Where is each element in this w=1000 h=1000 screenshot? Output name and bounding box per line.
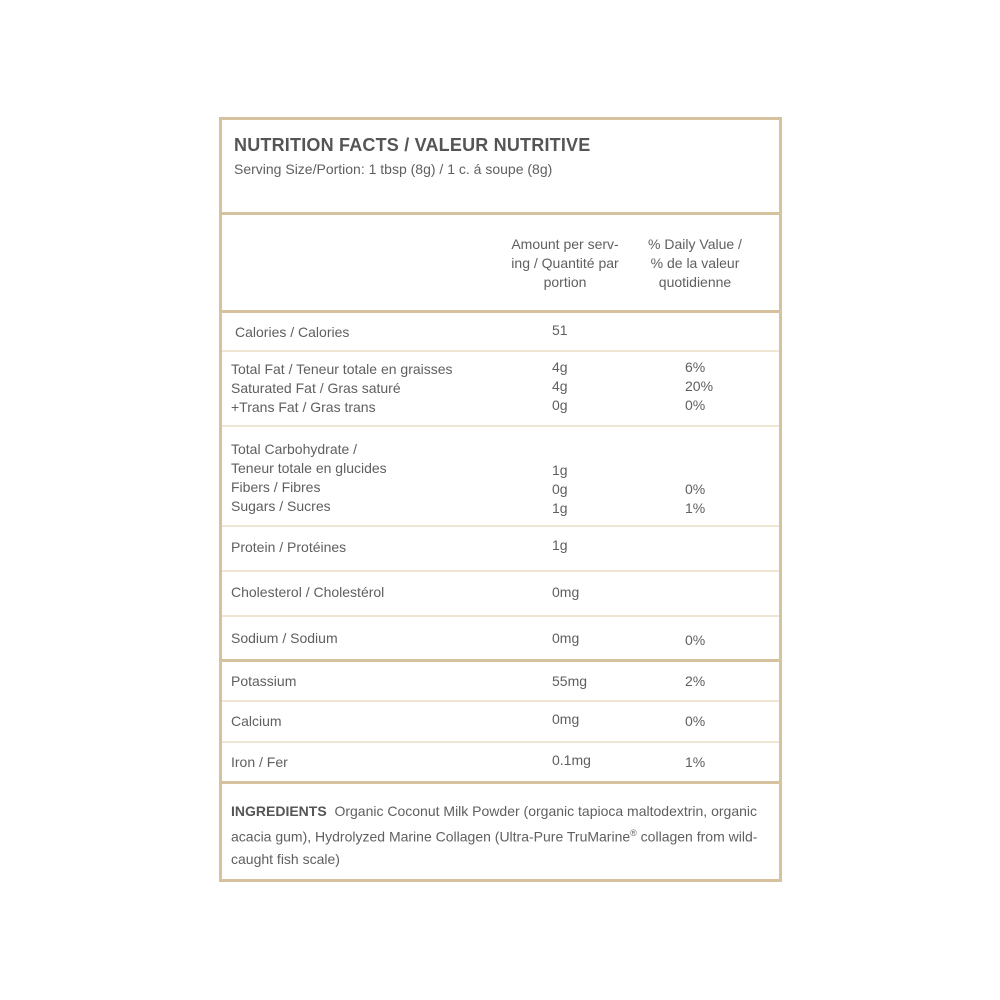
iron-amount: 0.1mg: [552, 752, 591, 768]
total-carbohydrate-amount: 1g: [552, 462, 568, 478]
ingredients-list: Organic Coconut Milk Powder (organic tapioca maltodextrin, organic acacia gum), Hydrolyzed Marine Collagen (Ultra-Pure TruMarine: [231, 803, 757, 845]
amount-header-line: ing / Quantité par: [511, 255, 619, 271]
total-carbohydrate-label: Total Carbohydrate /: [231, 441, 358, 457]
total-fat-label: Total Fat / Teneur totale en graisses: [231, 361, 453, 377]
trans-fat-amount: 0g: [552, 397, 568, 413]
amount-header-line: portion: [543, 274, 587, 290]
sodium-dv: 0%: [685, 632, 706, 648]
saturated-fat-dv: 20%: [685, 378, 714, 394]
divider: [222, 700, 779, 702]
calcium-label: Calcium: [231, 713, 282, 729]
divider: [222, 741, 779, 743]
protein-amount: 1g: [552, 537, 568, 553]
total-carbohydrate-label-fr: Teneur totale en glucides: [231, 460, 387, 476]
potassium-label: Potassium: [231, 673, 297, 689]
fibers-amount: 0g: [552, 481, 568, 497]
dv-header-line: % Daily Value /: [648, 236, 742, 252]
trans-fat-label: +Trans Fat / Gras trans: [231, 399, 376, 415]
potassium-dv: 2%: [685, 673, 706, 689]
dv-header-line: quotidienne: [658, 274, 732, 290]
divider: [222, 425, 779, 427]
divider: [222, 659, 779, 662]
ingredients-heading: INGREDIENTS: [231, 803, 327, 819]
cholesterol-amount: 0mg: [552, 584, 580, 600]
dv-header-line: % de la valeur: [650, 255, 740, 271]
amount-header-line: Amount per serv-: [511, 236, 619, 252]
calories-amount: 51: [552, 322, 568, 338]
divider: [222, 350, 779, 352]
calories-label: Calories / Calories: [235, 324, 350, 340]
saturated-fat-amount: 4g: [552, 378, 568, 394]
divider: [222, 781, 779, 784]
fibers-dv: 0%: [685, 481, 706, 497]
potassium-amount: 55mg: [552, 673, 588, 689]
divider: [222, 570, 779, 572]
cholesterol-label: Cholesterol / Cholestérol: [231, 584, 385, 600]
iron-dv: 1%: [685, 754, 706, 770]
fibers-label: Fibers / Fibres: [231, 479, 321, 495]
sugars-amount: 1g: [552, 500, 568, 516]
serving-size: Serving Size/Portion: 1 tbsp (8g) / 1 c. á soupe (8g): [234, 161, 553, 177]
iron-label: Iron / Fer: [231, 754, 288, 770]
sugars-label: Sugars / Sucres: [231, 498, 331, 514]
calcium-amount: 0mg: [552, 711, 580, 727]
ingredients-list-end: collagen from wild-caught fish scale): [231, 828, 758, 867]
divider: [222, 310, 779, 313]
ingredients-text: [231, 800, 771, 870]
nutrition-facts-panel: [219, 117, 782, 882]
divider: [222, 212, 779, 215]
total-fat-dv: 6%: [685, 359, 706, 375]
divider: [222, 615, 779, 617]
registered-mark: ®: [630, 828, 637, 838]
sugars-dv: 1%: [685, 500, 706, 516]
sodium-label: Sodium / Sodium: [231, 630, 338, 646]
sodium-amount: 0mg: [552, 630, 580, 646]
divider: [222, 525, 779, 527]
protein-label: Protein / Protéines: [231, 539, 347, 555]
trans-fat-dv: 0%: [685, 397, 706, 413]
saturated-fat-label: Saturated Fat / Gras saturé: [231, 380, 401, 396]
total-fat-amount: 4g: [552, 359, 568, 375]
calcium-dv: 0%: [685, 713, 706, 729]
daily-value-column-header: [632, 235, 758, 292]
amount-column-header: [497, 235, 633, 292]
panel-title: NUTRITION FACTS / VALEUR NUTRITIVE: [234, 135, 591, 155]
